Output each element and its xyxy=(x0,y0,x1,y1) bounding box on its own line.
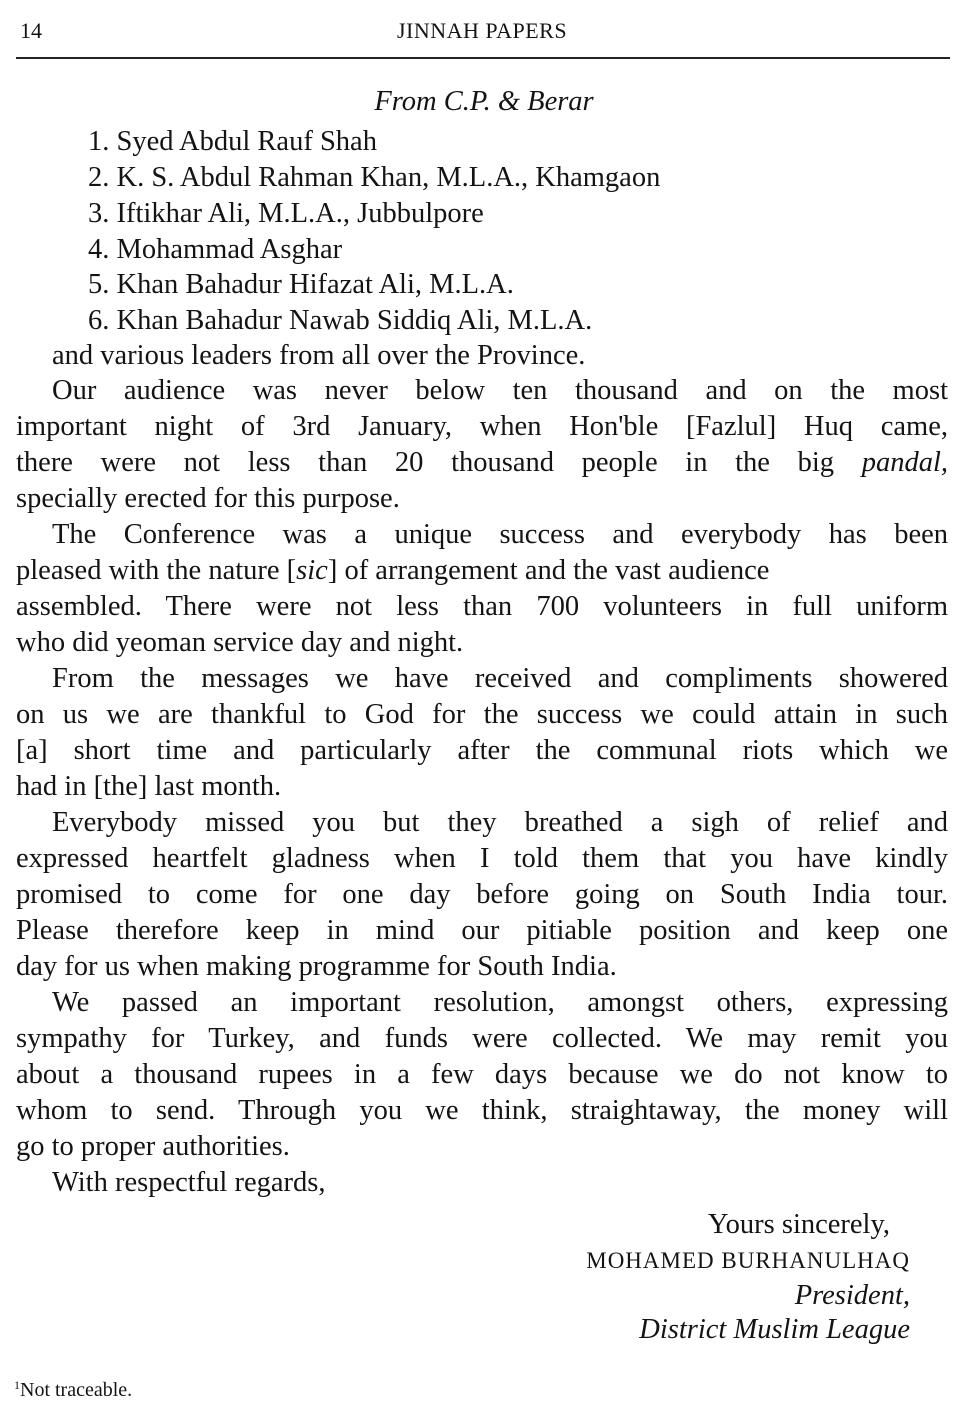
list-item: 5. Khan Bahadur Hifazat Ali, M.L.A. xyxy=(88,269,514,300)
italic-word: sic xyxy=(296,555,328,586)
list-item: 1. Syed Abdul Rauf Shah xyxy=(88,126,377,157)
list-item: 6. Khan Bahadur Nawab Siddiq Ali, M.L.A. xyxy=(88,305,593,336)
paragraph-line: promised to come for one day before going on South India tour. xyxy=(16,879,948,910)
page-header xyxy=(14,16,950,50)
paragraph-line: who did yeoman service day and night. xyxy=(16,627,464,658)
paragraph-line: expressed heartfelt gladness when I told them that you have kindly xyxy=(16,843,948,874)
italic-word: pandal, xyxy=(861,447,948,478)
paragraph-line: From the messages we have received and compliments showered xyxy=(52,663,948,694)
paragraph-line: specially erected for this purpose. xyxy=(16,483,400,514)
valediction: Yours sincerely, xyxy=(707,1209,890,1240)
paragraph-line: Our audience was never below ten thousand and on the most xyxy=(52,375,948,406)
closing-line: With respectful regards, xyxy=(52,1167,326,1198)
paragraph-line xyxy=(16,553,948,589)
signatory-organization: District Muslim League xyxy=(639,1314,910,1345)
line-text: there were not less than 20 thousand people in the big xyxy=(16,447,835,478)
signatory-title: President, xyxy=(794,1280,910,1311)
footnote-marker: 1 xyxy=(14,1378,20,1392)
line-text: pleased with the nature [ xyxy=(16,555,297,586)
paragraph-line: assembled. There were not less than 700 volunteers in full uniform xyxy=(16,591,948,622)
paragraph-line: Everybody missed you but they breathed a sigh of relief and xyxy=(52,807,948,838)
list-item: 2. K. S. Abdul Rahman Khan, M.L.A., Khamgaon xyxy=(88,162,661,193)
paragraph-line xyxy=(16,445,948,481)
footnote-text: Not traceable. xyxy=(20,1379,133,1401)
paragraph-line: [a] short time and particularly after the communal riots which we xyxy=(16,735,948,766)
header-rule xyxy=(16,57,950,59)
paragraph-line: had in [the] last month. xyxy=(16,771,282,802)
paragraph-line: day for us when making programme for South India. xyxy=(16,951,617,982)
section-heading: From C.P. & Berar xyxy=(374,86,594,117)
paragraph-line: Please therefore keep in mind our pitiable position and keep one xyxy=(16,915,948,946)
paragraph-line: about a thousand rupees in a few days because we do not know to xyxy=(16,1059,948,1090)
paragraph-line: go to proper authorities. xyxy=(16,1131,290,1162)
list-item: 4. Mohammad Asghar xyxy=(88,234,343,265)
paragraph-line: whom to send. Through you we think, straightaway, the money will xyxy=(16,1095,948,1126)
page-number: 14 xyxy=(20,18,42,43)
paragraph-line: sympathy for Turkey, and funds were collected. We may remit you xyxy=(16,1023,948,1054)
after-list-text: and various leaders from all over the Province. xyxy=(52,340,586,371)
footnote xyxy=(14,1372,132,1403)
paragraph-line: on us we are thankful to God for the success we could attain in such xyxy=(16,699,948,730)
running-head: JINNAH PAPERS xyxy=(396,18,568,43)
paragraph-line: important night of 3rd January, when Hon'ble [Fazlul] Huq came, xyxy=(16,411,948,442)
paragraph-line: We passed an important resolution, amongst others, expressing xyxy=(52,987,948,1018)
line-text: ] of arrangement and the vast audience xyxy=(327,555,770,586)
list-item: 3. Iftikhar Ali, M.L.A., Jubbulpore xyxy=(88,198,484,229)
paragraph-line: The Conference was a unique success and everybody has been xyxy=(52,519,948,550)
signatory-name: MOHAMED BURHANULHAQ xyxy=(586,1248,910,1273)
